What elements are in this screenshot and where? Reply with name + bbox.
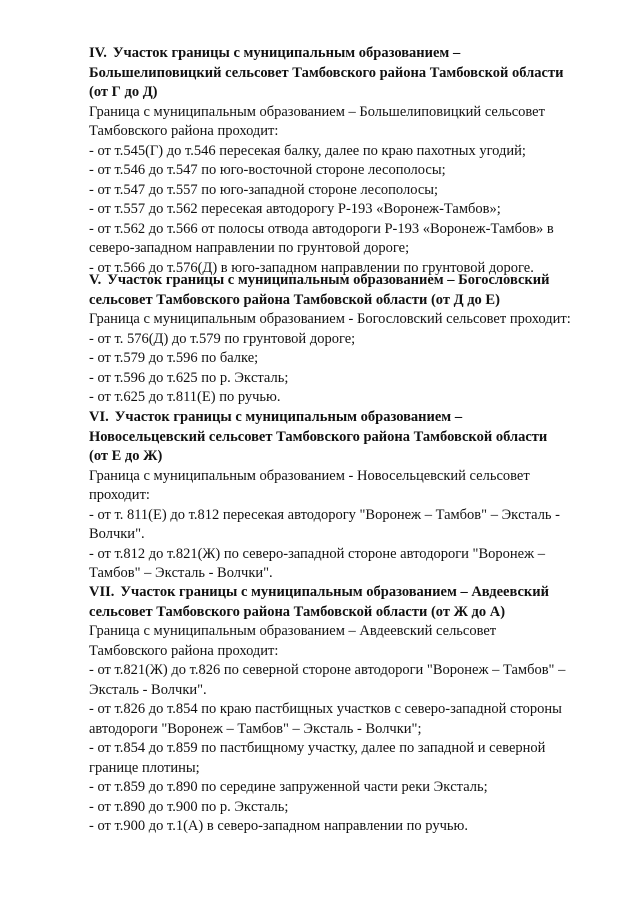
section-number: VI. <box>89 409 109 425</box>
section-heading <box>89 583 609 603</box>
heading-line: сельсовет Тамбовского района Тамбовской области (от Д до Е) <box>89 291 500 308</box>
section-number: V. <box>89 272 102 288</box>
text-line: Тамбовского района проходит: <box>89 123 279 139</box>
text-line: - от т.545(Г) до т.546 пересекая балку, далее по краю пахотных угодий; <box>89 142 526 159</box>
text-line: проходит: <box>89 487 150 503</box>
text-line: - от т.900 до т.1(А) в северо-западном направлении по ручью. <box>89 818 468 834</box>
text-line: - от т.890 до т.900 по р. Экcталь; <box>89 798 289 815</box>
heading-line: (от Г до Д) <box>89 84 158 100</box>
section-number: VII. <box>89 584 115 600</box>
text-line: Экcталь - Волчки". <box>89 681 207 698</box>
text-line: Граница с муниципальным образованием - Богословский сельсовет проходит: <box>89 311 571 327</box>
text-line: Волчки". <box>89 526 145 542</box>
text-line: - от т.546 до т.547 по юго-восточной стороне лесополосы; <box>89 162 446 178</box>
text-line: - от т.547 до т.557 по юго-западной стороне лесополосы; <box>89 181 439 198</box>
heading-line: Участок границы с муниципальным образованием – <box>114 409 463 425</box>
text-line: - от т.826 до т.854 по краю пастбищных участков с северо-западной стороны <box>89 701 562 717</box>
text-line: - от т.596 до т.625 по р. Экcталь; <box>89 369 289 386</box>
section-v <box>89 271 609 408</box>
text-line: - от т. 811(Е) до т.812 пересекая автодорогу "Воронеж – Тамбов" – Экcталь - <box>89 506 561 523</box>
heading-line: Участок границы с муниципальным образованием – Авдеевский <box>120 584 549 600</box>
heading-line: Большелиповицкий сельсовет Тамбовского района Тамбовской области <box>89 64 564 81</box>
text-line: - от т.821(Ж) до т.826 по северной стороне автодороги "Воронеж – Тамбов" – <box>89 662 566 678</box>
text-line: - от т.859 до т.890 по середине запруженной части реки Экcталь; <box>89 779 488 795</box>
text-line: - от т.566 до т.576(Д) в юго-западном направлении по грунтовой дороге. <box>89 259 534 276</box>
heading-line: Участок границы с муниципальным образованием – <box>112 45 461 61</box>
text-line: - от т.625 до т.811(Е) по ручью. <box>89 389 281 405</box>
heading-line: сельсовет Тамбовского района Тамбовской области (от Ж до А) <box>89 603 506 620</box>
section-number: IV. <box>89 45 107 61</box>
text-line: Граница с муниципальным образованием – Авдеевский сельсовет <box>89 623 497 639</box>
heading-line: Новосельцевский сельсовет Тамбовского района Тамбовской области <box>89 428 548 445</box>
text-line: - от т.562 до т.566 от полосы отвода автодороги Р-193 «Воронеж-Тамбов» в <box>89 220 554 237</box>
section-iv <box>89 44 609 278</box>
text-line: северо-западном направлении по грунтовой дороге; <box>89 240 410 256</box>
text-line: границе плотины; <box>89 759 200 776</box>
section-vi <box>89 408 609 584</box>
text-line: - от т.579 до т.596 по балке; <box>89 350 259 366</box>
heading-line: Участок границы с муниципальным образованием – Богословский <box>107 272 550 288</box>
text-line: - от т.854 до т.859 по пастбищному участку, далее по западной и северной <box>89 740 546 756</box>
text-line: автодороги "Воронеж – Тамбов" – Экcталь - Волчки"; <box>89 720 422 737</box>
text-line: - от т.812 до т.821(Ж) по северо-западной стороне автодороги "Воронеж – <box>89 545 545 562</box>
text-line: Граница с муниципальным образованием – Большелиповицкий сельсовет <box>89 103 545 120</box>
section-heading <box>89 44 609 64</box>
text-line: - от т. 576(Д) до т.579 по грунтовой дороге; <box>89 330 356 347</box>
text-line: - от т.557 до т.562 пересекая автодорогу Р-193 «Воронеж-Тамбов»; <box>89 201 501 217</box>
text-line: Тамбовского района проходит: <box>89 642 279 659</box>
section-heading <box>89 271 609 291</box>
section-heading <box>89 408 609 428</box>
section-vii <box>89 583 609 837</box>
text-line: Тамбов" – Экcталь - Волчки". <box>89 565 273 581</box>
heading-line: (от Е до Ж) <box>89 448 163 464</box>
text-line: Граница с муниципальным образованием - Новосельцевский сельсовет <box>89 467 530 484</box>
